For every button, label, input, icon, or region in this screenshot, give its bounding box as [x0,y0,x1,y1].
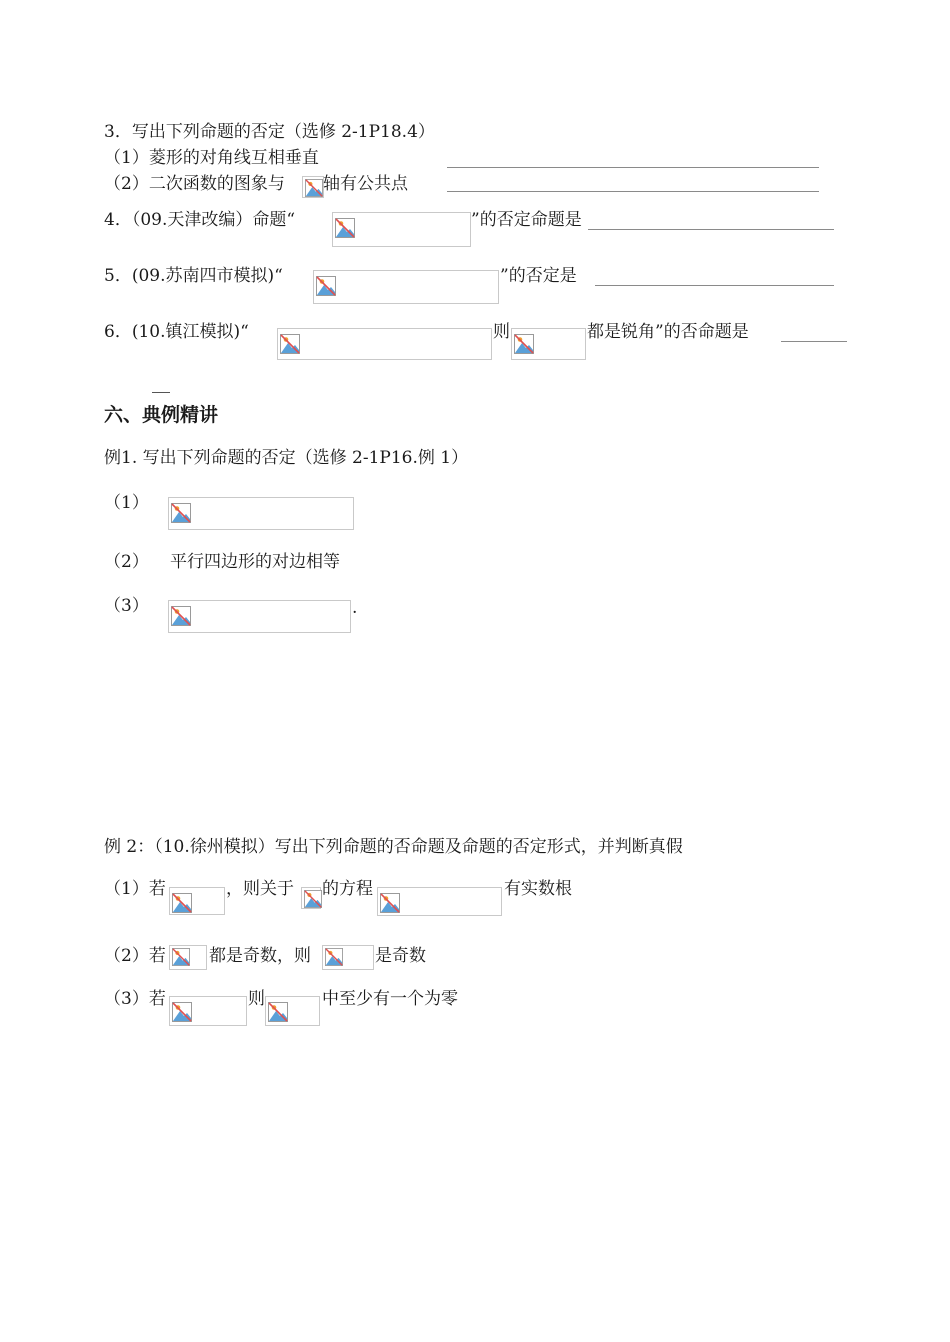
ex1-item2: 平行四边形的对边相等 [170,552,340,572]
q5-tail: ”的否定是 [500,266,577,286]
ex2-item3-c: 中至少有一个为零 [322,989,458,1009]
broken-image-icon [335,218,355,238]
broken-image-icon [172,893,192,913]
ex2-item3-a: （3）若 [104,989,166,1009]
formula-image [302,176,324,198]
answer-blank[interactable] [588,229,834,230]
formula-image [168,497,354,530]
broken-image-icon [325,948,343,966]
broken-image-icon [305,179,323,197]
q3-title: 3．写出下列命题的否定（选修 2-1P18.4） [104,122,435,142]
ex2-item1-a: （1）若 [104,879,166,899]
ex1-period: . [352,598,358,618]
broken-image-icon [280,334,300,354]
ex2-item3-b: 则 [248,989,265,1009]
q4-lead: 4．（09.天津改编）命题“ [104,210,296,230]
answer-blank[interactable] [447,191,819,192]
ex1-number-2: （2） [104,552,149,572]
formula-image [265,996,320,1026]
q3-item1: （1）菱形的对角线互相垂直 [104,148,319,168]
broken-image-icon [172,1002,192,1022]
broken-image-icon [514,334,534,354]
formula-image [313,270,499,304]
formula-image [169,945,207,970]
ex2-item2-a: （2）若 [104,946,166,966]
q6-mid: 则 [493,322,510,342]
ex1-number-1: （1） [104,493,149,513]
broken-image-icon [171,503,191,523]
formula-image [511,328,586,360]
ex1-number-3: （3） [104,596,149,616]
ex2-item1-b: ，则关于 [226,879,294,899]
broken-image-icon [380,893,400,913]
formula-image [169,887,225,915]
answer-blank[interactable] [595,285,834,286]
formula-image [332,212,471,247]
q5-lead: 5．(09.苏南四市模拟)“ [104,266,283,286]
formula-image [301,887,321,909]
answer-blank-continued [152,392,170,393]
broken-image-icon [172,948,190,966]
q6-tail: 都是锐角”的否命题是 [587,322,749,342]
q6-lead: 6．(10.镇江模拟)“ [104,322,249,342]
formula-image [168,600,351,633]
broken-image-icon [316,276,336,296]
formula-image [277,328,492,360]
broken-image-icon [304,890,322,908]
broken-image-icon [268,1002,288,1022]
ex2-title: 例 2：（10.徐州模拟）写出下列命题的否命题及命题的否定形式，并判断真假 [104,837,683,857]
answer-blank[interactable] [781,341,847,342]
ex2-item2-b: 都是奇数，则 [209,946,311,966]
formula-image [377,887,502,916]
section-heading: 六、典例精讲 [104,404,219,426]
q3-item2-text-a: （2）二次函数的图象与 [104,174,285,194]
ex1-title: 例1. 写出下列命题的否定（选修 2-1P16.例 1） [104,448,469,468]
ex2-item1-c: 的方程 [322,879,373,899]
formula-image [322,945,374,970]
broken-image-icon [171,606,191,626]
formula-image [169,996,247,1026]
ex2-item2-c: 是奇数 [375,946,426,966]
ex2-item1-d: 有实数根 [504,879,572,899]
q3-item2-text-b: 轴有公共点 [323,174,408,194]
answer-blank[interactable] [447,167,819,168]
q4-tail: ”的否定命题是 [471,210,582,230]
